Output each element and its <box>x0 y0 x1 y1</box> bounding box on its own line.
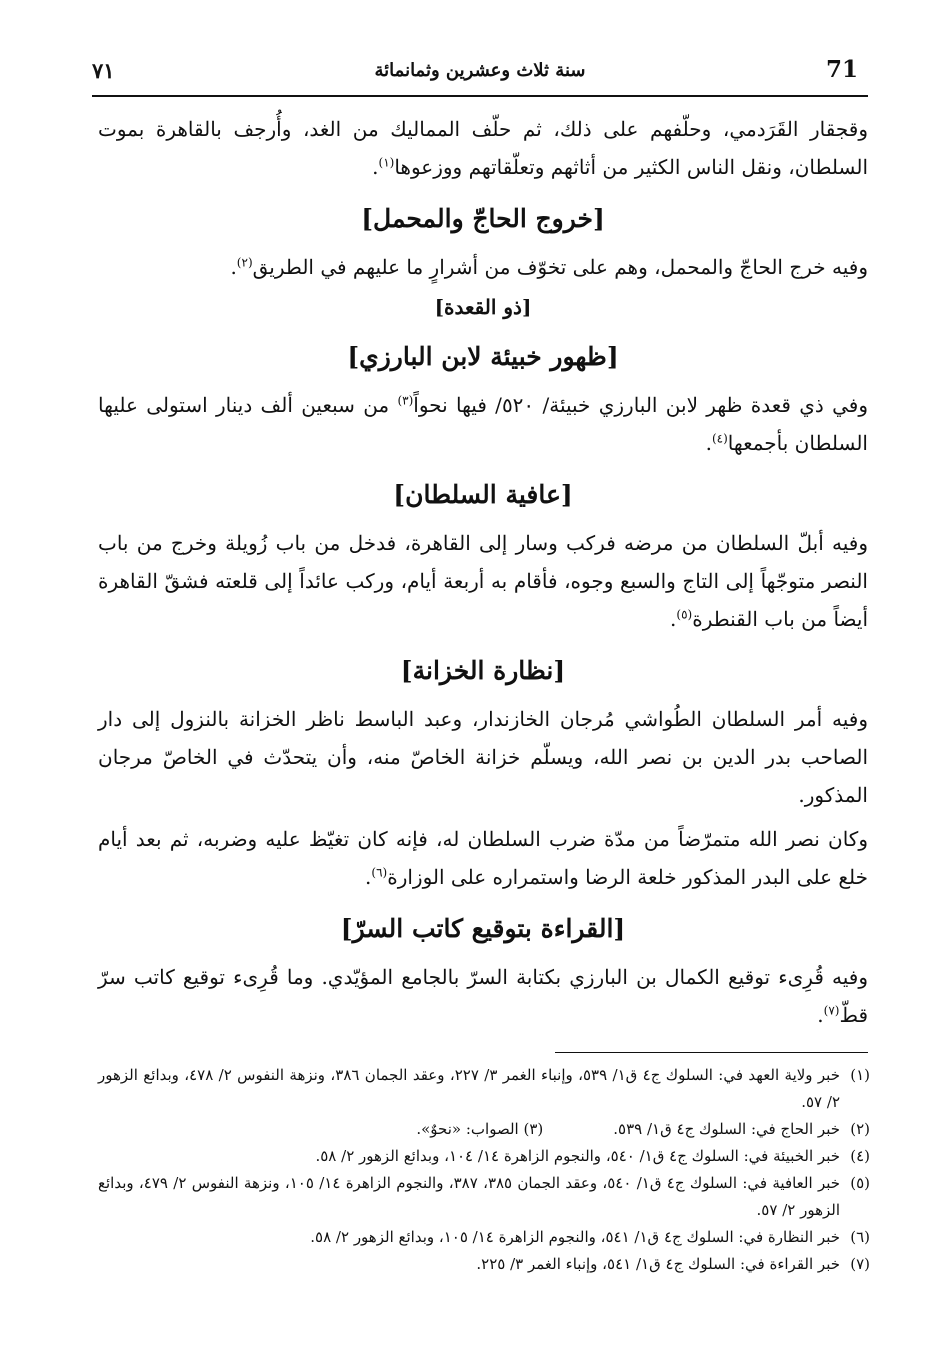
footnote-number: (٢) <box>850 1120 870 1138</box>
sentence-end: . <box>230 255 237 279</box>
footnote <box>98 1224 870 1251</box>
footnote-inline-correction: (٣) الصواب: «نحوٌ». <box>416 1120 544 1138</box>
heading-khabia: [ظهور خبيئة لابن البارزي] <box>347 342 619 371</box>
footnote <box>98 1251 870 1278</box>
footnote-text: خبر النظارة في: السلوك ج٤ ق١/ ٥٤١، والنجوم الزاهرة ١٤/ ١٠٥، وبدائع الزهور ٢/ ٥٨. <box>310 1228 840 1246</box>
paragraph-text: وفيه قُرِىء توقيع الكمال بن البارزي بكتابة السرّ بالجامع المؤيّدي. وما قُرِىء توقيع كاتب سرّ قطّ <box>98 965 868 1027</box>
paragraph-afia <box>98 524 868 638</box>
paragraph-text: وفيه خرج الحاجّ والمحمل، وهم على تخوّف من أشرارٍ ما عليهم في الطريق <box>252 255 868 279</box>
paragraph-khabia <box>98 386 868 462</box>
footnote-text: خبر العافية في: السلوك ج٤ ق١/ ٥٤٠، وعقد الجمان ٣٨٥، ٣٨٧، والنجوم الزاهرة ١٤/ ١٠٥، ونزهة النفوس ٢/ ٤٧٩، وبدائع الزهور ٢/ ٥٧. <box>98 1174 841 1219</box>
footnote-number: (٥) <box>850 1174 870 1192</box>
page-number-latin: 71 <box>825 56 858 83</box>
running-title: سنة ثلاث وعشرين وثمانمائة <box>374 60 586 81</box>
footnote-text: خبر القراءة في: السلوك ج٤ ق١/ ٥٤١، وإنباء الغمر ٣/ ٢٢٥. <box>476 1255 840 1273</box>
page-number-arabic: ٧١ <box>92 58 115 83</box>
main-text <box>98 110 868 1034</box>
footnote <box>98 1170 870 1224</box>
footnote-number: (١) <box>850 1066 870 1084</box>
heading-qiraa: [القراءة بتوقيع كاتب السرّ] <box>340 914 626 943</box>
paragraph-text: وفيه أبلّ السلطان من مرضه فركب وسار إلى القاهرة، فدخل من باب زُويلة وخرج من باب النصر متوجّهاً إلى التاج والسبع وجوه، فأقام به أربعة أيام، وركب عائداً إلى قلعته فشقّ القاهرة أيضاً من باب القنطرة <box>98 531 868 631</box>
sentence-end: . <box>670 607 677 631</box>
running-header <box>92 50 868 92</box>
footnote <box>98 1143 870 1170</box>
heading-month: [ذو القعدة] <box>434 295 532 319</box>
sentence-end: . <box>705 431 712 455</box>
heading-hajj: [خروج الحاجّ والمحمل] <box>361 204 605 233</box>
paragraph-text: وقجقار القَرَدمي، وحلّفهم على ذلك، ثم حلّف المماليك من الغد، وأُرجف بالقاهرة بموت السلطان، ونقل الناس الكثير من أثاثهم وتعلّقاتهم ووزعوها <box>98 117 868 179</box>
footnote <box>98 1062 870 1116</box>
header-rule <box>92 95 868 97</box>
footnote-number: (٤) <box>850 1147 870 1165</box>
paragraph-khizana: وفيه أمر السلطان الطُواشي مُرجان الخازندار، وعبد الباسط ناظر الخزانة بالنزول إلى دار الصاحب بدر الدين بن نصر الله، ويسلّم خزانة الخاصّ منه، وأن يتحدّث في الخاصّ مرجان المذكور. <box>98 707 868 807</box>
sentence-end: . <box>372 155 379 179</box>
heading-afia: [عافية السلطان] <box>393 480 573 509</box>
footnote-text: خبر الحاج في: السلوك ج٤ ق١/ ٥٣٩. <box>613 1120 840 1138</box>
footnotes <box>98 1062 870 1278</box>
paragraph-nasrallah <box>98 820 868 896</box>
footnote-text: خبر ولاية العهد في: السلوك ج٤ ق١/ ٥٣٩، وإنباء الغمر ٣/ ٢٢٧، وعقد الجمان ٣٨٦، ونزهة النفوس ٢/ ٤٧٨، وبدائع الزهور ٢/ ٥٧. <box>98 1066 840 1111</box>
footnote-ref: (٥) <box>676 607 693 622</box>
paragraph-text: من سبعين ألف دينار استولى عليها السلطان بأجمعها <box>98 393 868 455</box>
footnote-ref: (١) <box>378 155 395 170</box>
heading-khizana: [نظارة الخزانة] <box>400 656 566 685</box>
paragraph-qiraa <box>98 958 868 1034</box>
paragraph-oath <box>98 110 868 186</box>
sentence-end: . <box>365 865 372 889</box>
paragraph-hajj <box>98 248 868 286</box>
footnote <box>98 1116 870 1143</box>
footnote-number: (٦) <box>850 1228 870 1246</box>
footnote-ref: (٦) <box>371 865 388 880</box>
footnote-ref: (٤) <box>711 431 728 446</box>
footnote-text: خبر الخبيئة في: السلوك ج٤ ق١/ ٥٤٠، والنجوم الزاهرة ١٤/ ١٠٤، وبدائع الزهور ٢/ ٥٨. <box>315 1147 840 1165</box>
footnote-ref: (٧) <box>823 1003 840 1018</box>
footnote-ref: (٢) <box>236 255 253 270</box>
sentence-end: . <box>817 1003 824 1027</box>
paragraph-text: وكان نصر الله متمرّضاً من مدّة ضرب السلطان له، فإنه كان تغيّظ عليه وضربه، ثم بعد أيام خلع على البدر المذكور خلعة الرضا واستمراره على الوزارة <box>98 827 868 889</box>
footnote-ref: (٣) <box>397 393 414 408</box>
footnote-text-group <box>98 1116 840 1143</box>
footnote-number: (٧) <box>850 1255 870 1273</box>
footnote-separator <box>555 1052 868 1053</box>
paragraph-text: وفي ذي قعدة ظهر لابن البارزي خبيئة/ ٥٢٠/ فيها نحواً <box>413 393 869 417</box>
